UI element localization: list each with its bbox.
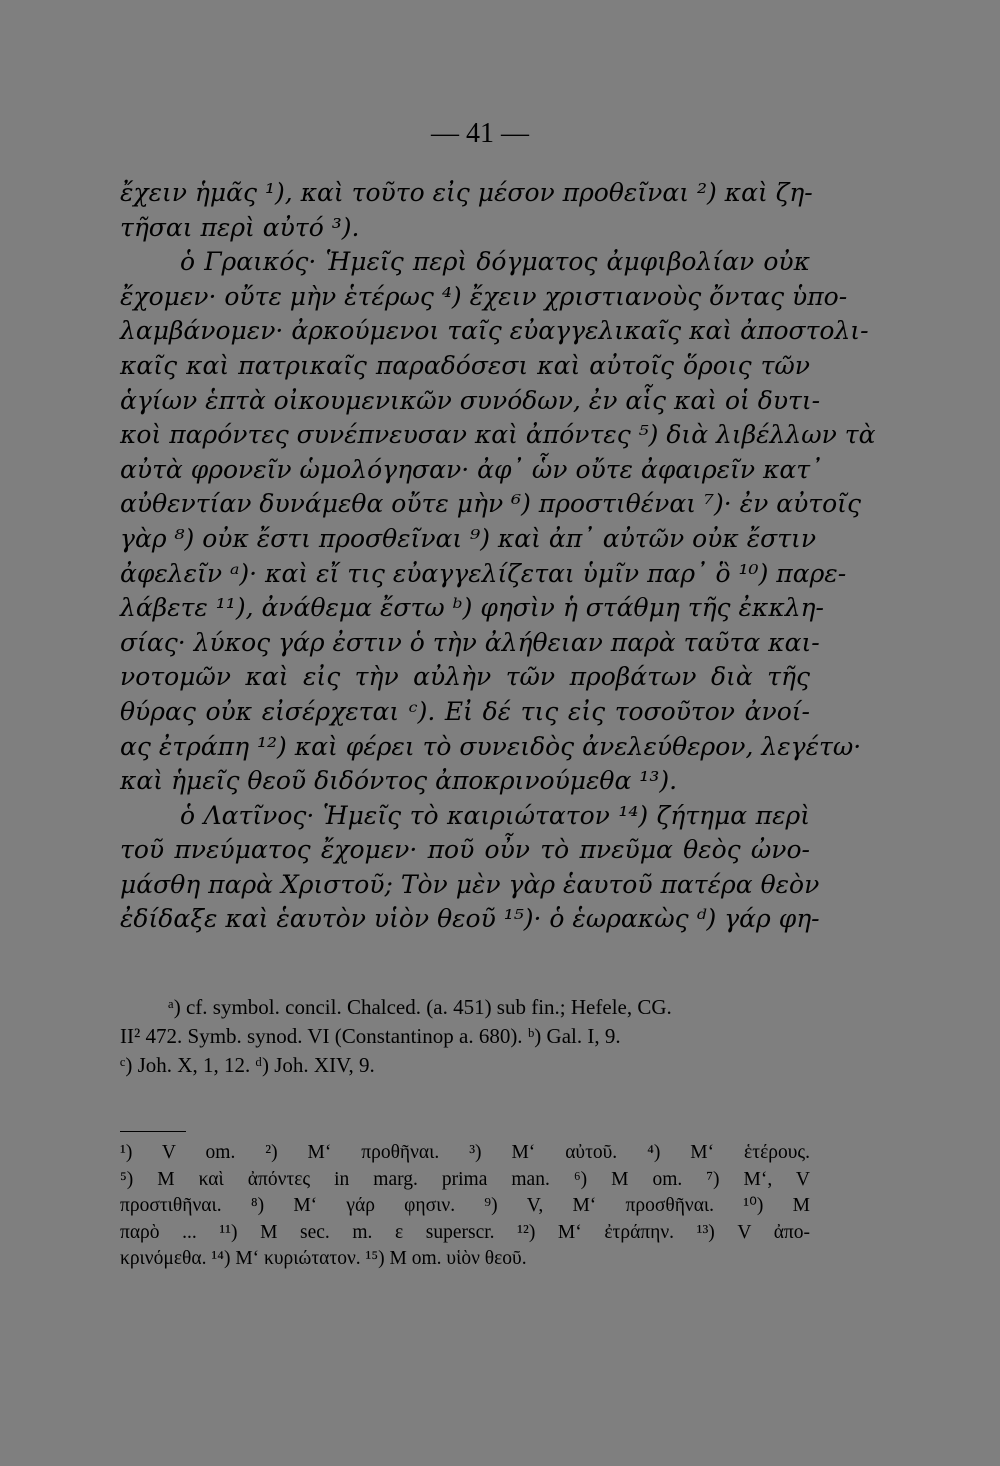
text-line: ἀφελεῖν ᵃ)· καὶ εἴ τις εὐαγγελίζεται ὑμῖν παρ᾽ ὃ ¹⁰) παρε- <box>120 558 847 588</box>
text-line: θύρας οὐκ εἰσέρχεται ᶜ). Εἰ δέ τις εἰς τοσοῦτον ἀνοί- <box>120 696 810 726</box>
text-line: ὁ Λατῖνος· Ἡμεῖς τὸ καιριώτατον ¹⁴) ζήτημα περὶ <box>180 800 810 830</box>
text-line: κοὶ παρόντες συνέπνευσαν καὶ ἀπόντες ⁵) διὰ λιβέλλων τὰ <box>120 420 876 450</box>
page-number: — 41 — <box>431 118 529 149</box>
text-line: λάβετε ¹¹), ἀνάθεμα ἔστω ᵇ) φησὶν ἡ στάθμη τῆς ἐκκλη- <box>120 593 824 623</box>
main-text <box>120 176 876 937</box>
text-line: νοτομῶν καὶ εἰς τὴν αὐλὴν τῶν προβάτων διὰ τῆς <box>120 662 810 692</box>
text-line: ὁ Γραικός· Ἡμεῖς περὶ δόγματος ἀμφιβολίαν οὐκ <box>180 247 810 277</box>
apparatus-line: ᶜ) Joh. X, 1, 12. ᵈ) Joh. XIV, 9. <box>120 1053 375 1077</box>
text-line: τοῦ πνεύματος ἔχομεν· ποῦ οὖν τὸ πνεῦμα θεὸς ὠνο- <box>120 835 810 865</box>
text-line: καὶ ἡμεῖς θεοῦ διδόντος ἀποκρινούμεθα ¹³). <box>120 766 678 796</box>
text-line: ἔχειν ἡμᾶς ¹), καὶ τοῦτο εἰς μέσον προθεῖναι ²) καὶ ζη- <box>120 178 813 207</box>
text-line: αὐτὰ φρονεῖν ὡμολόγησαν· ἀφ᾽ ὧν οὔτε ἀφαιρεῖν κατ᾽ <box>120 454 823 484</box>
text-line: ἐδίδαξε καὶ ἑαυτὸν υἱὸν θεοῦ ¹⁵)· ὁ ἑωρακὼς ᵈ) γάρ φη- <box>120 904 820 934</box>
text-line: λαμβάνομεν· ἀρκούμενοι ταῖς εὐαγγελικαῖς καὶ ἀποστολι- <box>120 316 869 346</box>
footnote-divider <box>120 1131 186 1132</box>
text-line: γὰρ ⁸) οὐκ ἔστι προσθεῖναι ⁹) καὶ ἀπ᾽ αὐτῶν οὐκ ἔστιν <box>120 523 817 553</box>
text-line: ας ἐτράπη ¹²) καὶ φέρει τὸ συνειδὸς ἀνελεύθερον, λεγέτω· <box>120 731 862 761</box>
text-line: ἔχομεν· οὔτε μὴν ἑτέρως ⁴) ἔχειν χριστιανοὺς ὄντας ὑπο- <box>120 281 848 311</box>
text-line: μάσθη παρὰ Χριστοῦ; Τὸν μὲν γὰρ ἑαυτοῦ πατέρα θεὸν <box>120 869 820 899</box>
text-line: τῆσαι περὶ αὐτό ³). <box>120 212 360 242</box>
footnote-line: κρινόμεθα. ¹⁴) Mʻ κυριώτατον. ¹⁵) M om. υἱὸν θεοῦ. <box>120 1248 527 1270</box>
apparatus-line: ᵃ) cf. symbol. concil. Chalced. (a. 451) sub fin.; Hefele, CG. <box>168 995 672 1019</box>
footnote-line: ⁵) M καὶ ἀπόντες in marg. prima man. ⁶) M om. ⁷) Mʻ, V <box>120 1168 810 1190</box>
text-line: αὐθεντίαν δυνάμεθα οὔτε μὴν ⁶) προστιθέναι ⁷)· ἐν αὐτοῖς <box>120 489 861 519</box>
footnote-line: ¹) V om. ²) Mʻ προθῆναι. ³) Mʻ αὐτοῦ. ⁴) Mʻ ἑτέρους. <box>120 1142 810 1163</box>
footnote-line: προστιθῆναι. ⁸) Mʻ γάρ φησιν. ⁹) V, Mʻ προσθῆναι. ¹⁰) M <box>120 1195 810 1217</box>
text-line: ἁγίων ἑπτὰ οἰκουμενικῶν συνόδων, ἐν αἷς καὶ οἱ δυτι- <box>120 385 821 415</box>
variant-footnotes <box>120 1140 810 1273</box>
text-line: σίας· λύκος γάρ ἐστιν ὁ τὴν ἀλήθειαν παρὰ ταῦτα και- <box>120 627 820 657</box>
apparatus-line: II² 472. Symb. synod. VI (Constantinop a. 680). ᵇ) Gal. I, 9. <box>120 1024 621 1048</box>
text-line: καῖς καὶ πατρικαῖς παραδόσεσι καὶ αὐτοῖς ὅροις τῶν <box>120 350 810 380</box>
source-apparatus <box>120 993 810 1080</box>
footnote-line: παρὸ ... ¹¹) M sec. m. ε superscr. ¹²) Mʻ ἐτράπην. ¹³) V ἀπο- <box>120 1221 810 1243</box>
